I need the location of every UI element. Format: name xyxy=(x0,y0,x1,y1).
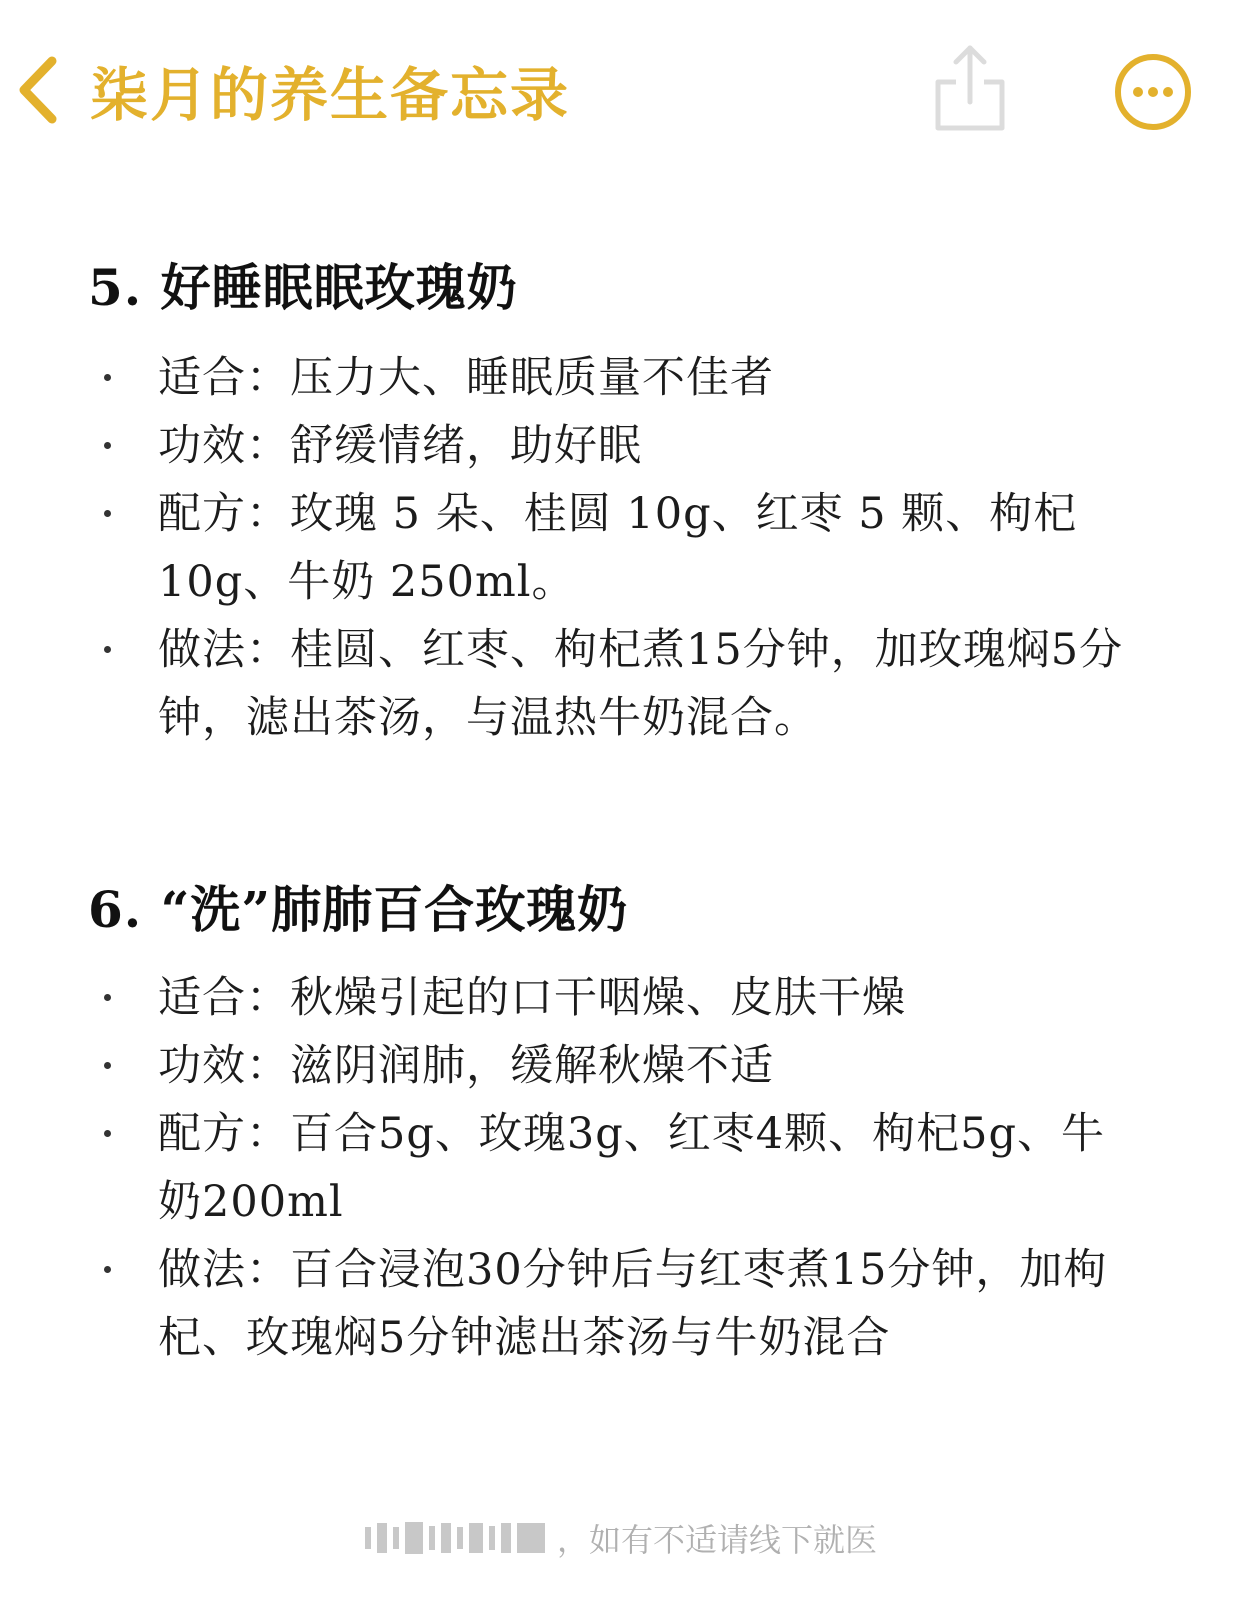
list-item xyxy=(0,480,1242,616)
list-item xyxy=(0,344,1242,412)
bullet-dot xyxy=(104,1062,111,1069)
bullet-dot xyxy=(104,1130,111,1137)
section-heading-5: 5. 好睡眠眠玫瑰奶 xyxy=(88,258,518,317)
item-text: 配方：玫瑰 5 朵、桂圆 10g、红枣 5 颗、枸杞 10g、牛奶 250ml。 xyxy=(158,489,1078,607)
list-item xyxy=(0,616,1242,752)
item-text: 适合：秋燥引起的口干咽燥、皮肤干燥 xyxy=(158,973,906,1023)
section-6-list xyxy=(0,964,1242,1372)
bullet-dot xyxy=(104,1266,111,1273)
bullet-dot xyxy=(104,442,111,449)
note-title: 柒月的养生备忘录 xyxy=(90,61,571,129)
navigation-bar xyxy=(0,0,1242,150)
list-item xyxy=(0,1236,1242,1372)
bullet-dot xyxy=(104,374,111,381)
chevron-left-icon xyxy=(14,55,60,125)
footer-disclaimer xyxy=(0,1518,1242,1558)
bullet-dot xyxy=(104,510,111,517)
share-button[interactable] xyxy=(930,40,1010,135)
ellipsis-circle-icon xyxy=(1113,52,1193,132)
list-item xyxy=(0,1032,1242,1100)
item-text: 配方：百合5g、玫瑰3g、红枣4颗、枸杞5g、牛奶200ml xyxy=(158,1109,1106,1227)
item-text: 做法：百合浸泡30分钟后与红枣煮15分钟，加枸杞、玫瑰焖5分钟滤出茶汤与牛奶混合 xyxy=(158,1245,1108,1363)
share-icon xyxy=(930,40,1010,135)
bullet-dot xyxy=(104,994,111,1001)
list-item xyxy=(0,412,1242,480)
section-5-list xyxy=(0,344,1242,752)
footer-text: ，如有不适请线下就医 xyxy=(556,1521,877,1559)
back-button[interactable] xyxy=(14,50,574,130)
item-text: 做法：桂圆、红枣、枸杞煮15分钟，加玫瑰焖5分钟，滤出茶汤，与温热牛奶混合。 xyxy=(158,625,1124,743)
bullet-dot xyxy=(104,646,111,653)
list-item xyxy=(0,964,1242,1032)
item-text: 功效：舒缓情绪，助好眠 xyxy=(158,421,642,471)
redacted-text-bars xyxy=(365,1522,551,1554)
list-item xyxy=(0,1100,1242,1236)
item-text: 功效：滋阴润肺，缓解秋燥不适 xyxy=(158,1041,774,1091)
more-options-button[interactable] xyxy=(1113,52,1193,132)
section-heading-6: 6. “洗”肺肺百合玫瑰奶 xyxy=(88,880,629,939)
item-text: 适合：压力大、睡眠质量不佳者 xyxy=(158,353,774,403)
